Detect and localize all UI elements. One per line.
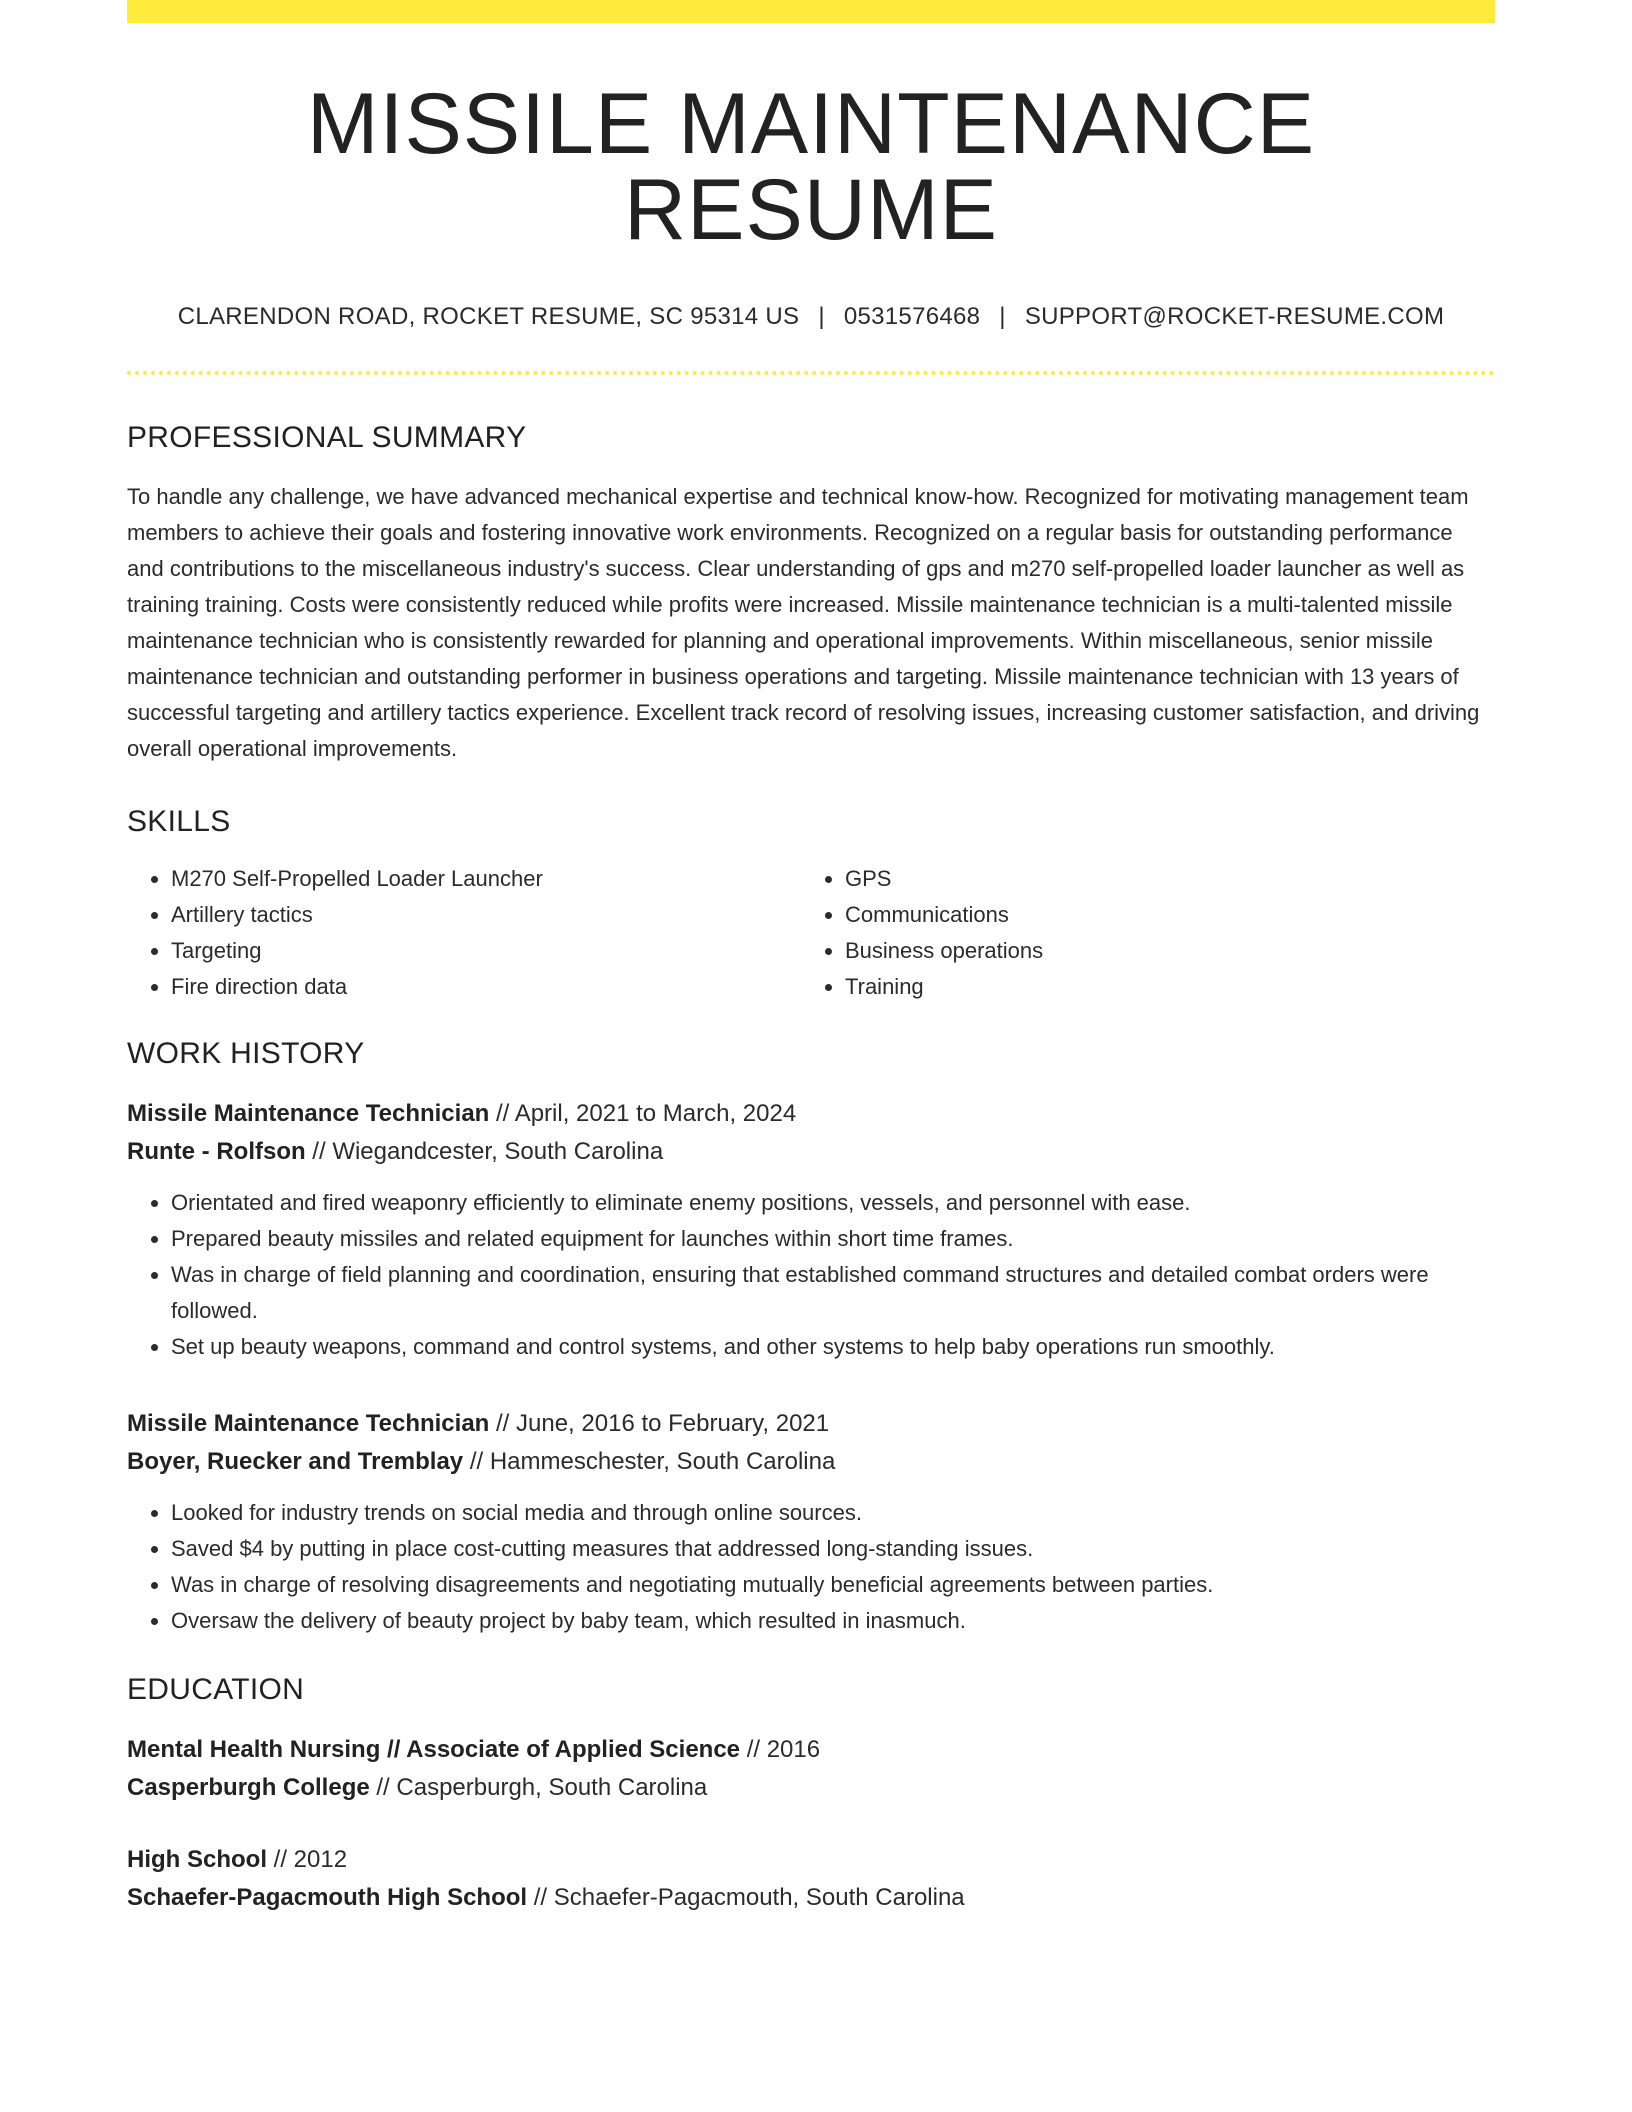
duty-item: • Set up beauty weapons, command and control systems, and other systems to help baby operations run smoothly. bbox=[171, 1329, 1495, 1365]
duty-item: • Looked for industry trends on social media and through online sources. bbox=[171, 1495, 1495, 1531]
education-heading: EDUCATION bbox=[127, 1673, 305, 1706]
school-line bbox=[127, 1769, 1495, 1807]
job-duties bbox=[127, 1495, 1495, 1639]
accent-top-bar bbox=[127, 0, 1495, 23]
skill-item: • Fire direction data bbox=[171, 969, 801, 1005]
degree: High School bbox=[127, 1846, 267, 1873]
skill-item: • Communications bbox=[845, 897, 1475, 933]
skills-heading: SKILLS bbox=[127, 805, 231, 838]
skill-item: • Business operations bbox=[845, 933, 1475, 969]
contact-separator: | bbox=[999, 303, 1006, 330]
job-dates: // June, 2016 to February, 2021 bbox=[489, 1410, 830, 1437]
skill-item: • M270 Self-Propelled Loader Launcher bbox=[171, 861, 801, 897]
job-company: Boyer, Ruecker and Tremblay bbox=[127, 1448, 464, 1475]
resume-title: MISSILE MAINTENANCE RESUME bbox=[306, 76, 1316, 258]
job-duties bbox=[127, 1185, 1495, 1365]
degree: Mental Health Nursing // Associate of Applied Science bbox=[127, 1736, 741, 1763]
school: Casperburgh College bbox=[127, 1774, 370, 1801]
dotted-divider bbox=[127, 371, 1495, 375]
job-company: Runte - Rolfson bbox=[127, 1138, 306, 1165]
skills-list bbox=[127, 861, 1495, 1005]
contact-address: CLARENDON ROAD, ROCKET RESUME, SC 95314 US bbox=[177, 303, 800, 330]
summary-heading: PROFESSIONAL SUMMARY bbox=[127, 421, 527, 454]
job-title-line bbox=[127, 1095, 1495, 1133]
job-entry bbox=[127, 1095, 1495, 1365]
school-location: // Casperburgh, South Carolina bbox=[369, 1774, 708, 1801]
degree-year: // 2016 bbox=[740, 1736, 821, 1763]
school: Schaefer-Pagacmouth High School bbox=[127, 1884, 528, 1911]
duty-item: • Was in charge of resolving disagreements and negotiating mutually beneficial agreements between parties. bbox=[171, 1567, 1495, 1603]
skills-column-right bbox=[801, 861, 1475, 1005]
education-entry bbox=[127, 1731, 1495, 1807]
school-line bbox=[127, 1879, 1495, 1917]
contact-separator: | bbox=[818, 303, 825, 330]
skill-item: • Artillery tactics bbox=[171, 897, 801, 933]
skill-item: • Training bbox=[845, 969, 1475, 1005]
work-history-heading: WORK HISTORY bbox=[127, 1037, 365, 1070]
job-company-line bbox=[127, 1443, 1495, 1481]
skill-item: • GPS bbox=[845, 861, 1475, 897]
duty-item: • Was in charge of field planning and coordination, ensuring that established command structures and detailed combat orders were followed. bbox=[171, 1257, 1495, 1329]
job-company-line bbox=[127, 1133, 1495, 1171]
job-dates: // April, 2021 to March, 2024 bbox=[489, 1100, 797, 1127]
skill-item: • Targeting bbox=[171, 933, 801, 969]
contact-line bbox=[127, 303, 1495, 331]
education-entry bbox=[127, 1841, 1495, 1917]
contact-phone: 0531576468 bbox=[843, 303, 981, 330]
duty-item: • Orientated and fired weaponry efficiently to eliminate enemy positions, vessels, and personnel with ease. bbox=[171, 1185, 1495, 1221]
job-title: Missile Maintenance Technician bbox=[127, 1410, 490, 1437]
duty-item: • Saved $4 by putting in place cost-cutting measures that addressed long-standing issues. bbox=[171, 1531, 1495, 1567]
job-location: // Wiegandcester, South Carolina bbox=[305, 1138, 664, 1165]
degree-year: // 2012 bbox=[267, 1846, 348, 1873]
job-title: Missile Maintenance Technician bbox=[127, 1100, 490, 1127]
skills-column-left bbox=[127, 861, 801, 1005]
duty-item: • Oversaw the delivery of beauty project by baby team, which resulted in inasmuch. bbox=[171, 1603, 1495, 1639]
job-entry bbox=[127, 1405, 1495, 1639]
resume-page bbox=[127, 0, 1495, 1917]
job-title-line bbox=[127, 1405, 1495, 1443]
degree-line bbox=[127, 1841, 1495, 1879]
summary-text: To handle any challenge, we have advanced mechanical expertise and technical know-how. Recognized for motivating management team members to achieve their goals and fostering innovative work environments. Recognized on a regular basis for outstanding performance and contributions to the miscellaneous industry's success. Clear understanding of gps and m270 self-propelled loader launcher as well as training training. Costs were consistently reduced while profits were increased. Missile maintenance technician is a multi-talented missile maintenance technician who is consistently rewarded for planning and operational improvements. Within miscellaneous, senior missile maintenance technician and outstanding performer in business operations and targeting. Missile maintenance technician with 13 years of successful targeting and artillery tactics experience. Excellent track record of resolving issues, increasing customer satisfaction, and driving overall operational improvements. bbox=[127, 484, 1480, 761]
duty-item: • Prepared beauty missiles and related equipment for launches within short time frames. bbox=[171, 1221, 1495, 1257]
job-location: // Hammeschester, South Carolina bbox=[463, 1448, 836, 1475]
contact-email: SUPPORT@ROCKET-RESUME.COM bbox=[1024, 303, 1445, 330]
degree-line bbox=[127, 1731, 1495, 1769]
school-location: // Schaefer-Pagacmouth, South Carolina bbox=[527, 1884, 965, 1911]
